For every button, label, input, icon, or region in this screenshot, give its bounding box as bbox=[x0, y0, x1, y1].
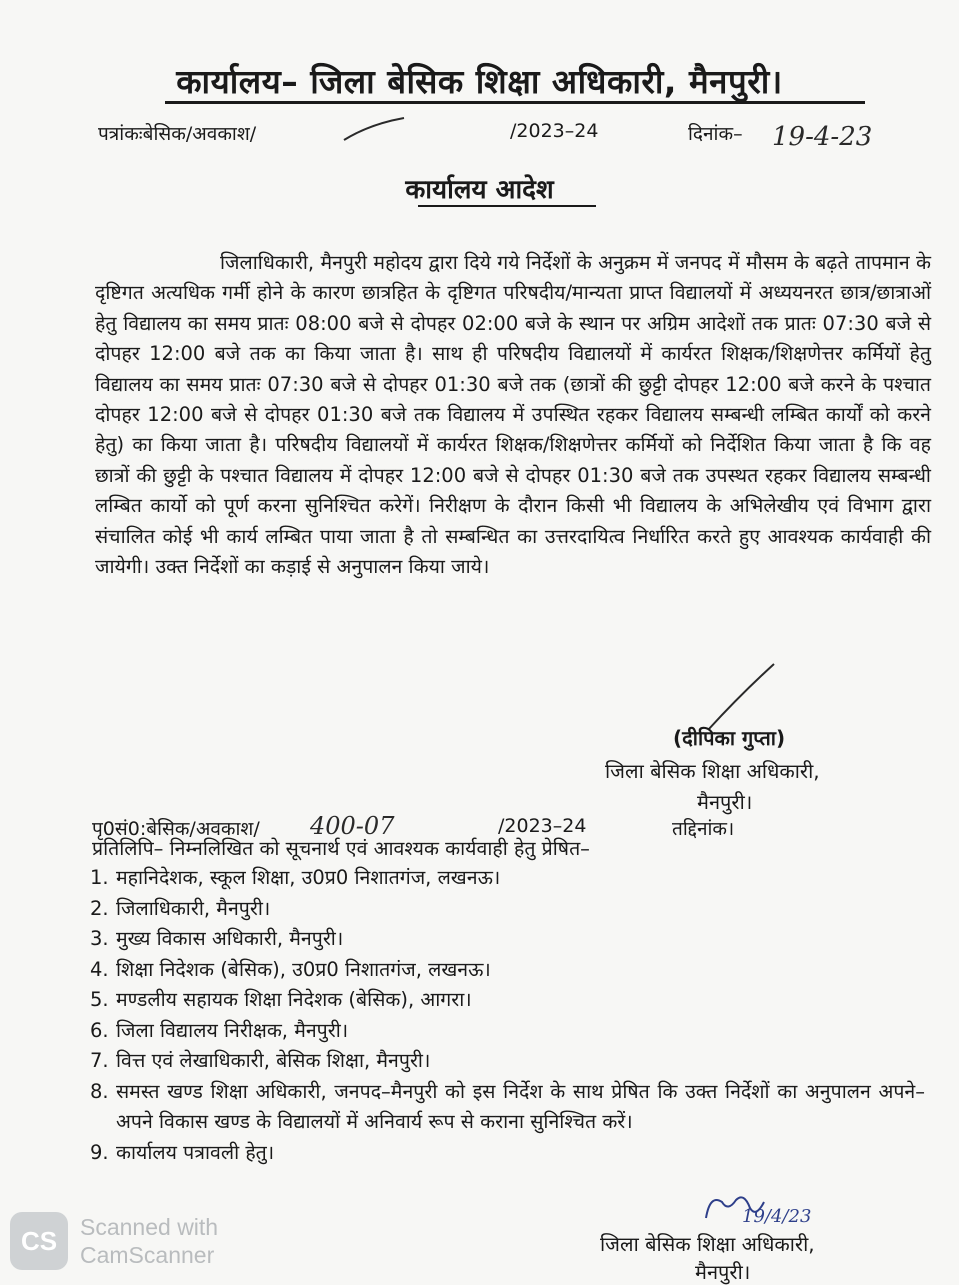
list-item: 3. मुख्य विकास अधिकारी, मैनपुरी। bbox=[90, 927, 344, 950]
letter-ref-prefix: पत्रांकःबेसिक/अवकाश/ bbox=[98, 123, 257, 145]
list-item: 4. शिक्षा निदेशक (बेसिक), उ0प्र0 निशातगंज, लखनऊ। bbox=[90, 957, 491, 981]
recipient-list bbox=[90, 863, 925, 1168]
list-item: 1. महानिदेशक, स्कूल शिक्षा, उ0प्र0 निशातगंज, लखनऊ। bbox=[90, 866, 501, 889]
watermark-line1: Scanned with bbox=[80, 1214, 219, 1240]
signatory-name: (दीपिका गुप्ता) bbox=[673, 726, 786, 750]
list-item: 6. जिला विद्यालय निरीक्षक, मैनपुरी। bbox=[90, 1018, 349, 1042]
footer-place: मैनपुरी। bbox=[695, 1260, 751, 1284]
office-title: कार्यालय– जिला बेसिक शिक्षा अधिकारी, मैनपुरी। bbox=[176, 62, 783, 101]
copy-ref-year: /2023–24 bbox=[498, 815, 587, 837]
signatory-place: मैनपुरी। bbox=[697, 790, 753, 814]
signatory-designation: जिला बेसिक शिक्षा अधिकारी, bbox=[605, 759, 820, 783]
copy-date: तद्दिनांक। bbox=[672, 818, 735, 840]
order-body: जिलाधिकारी, मैनपुरी महोदय द्वारा दिये गये निर्देशों के अनुक्रम में जनपद में मौसम के बढ़ते तापमान के दृष्टिगत अत्यधिक गर्मी होने के कारण छात्रहित के दृष्टिगत परिषदीय/मान्यता प्राप्त विद्यालयों में अध्ययनरत छात्र/छात्राओं हेतु विद्यालय का समय प्रातः 08:00 बजे से दोपहर 02:00 बजे के स्थान पर अग्रिम आदेशों तक प्रातः 07:30 बजे से दोपहर 12:00 बजे तक का किया जाता है। साथ ही परिषदीय विद्यालयों में कार्यरत शिक्षक/शिक्षणेत्तर कर्मियों हेतु विद्यालय का समय प्रातः 07:30 बजे से दोपहर 01:30 बजे तक (छात्रों की छुट्टी दोपहर 12:00 बजे करने के पश्चात दोपहर 12:00 बजे से दोपहर 01:30 बजे तक विद्यालय में उपस्थित रहकर विद्यालय सम्बन्धी लम्बित कार्यों को करने हेतु) का किया जाता है। परिषदीय विद्यालयों में कार्यरत शिक्षक/शिक्षणेत्तर कर्मियों को निर्देशित किया जाता है कि वह छात्रों की छुट्टी के पश्चात विद्यालय में दोपहर 12:00 बजे से दोपहर 01:30 बजे तक उपस्थत रहकर विद्यालय सम्बन्धी लम्बित कार्यो को पूर्ण करना सुनिश्चित करेगें। निरीक्षण के दौरान किसी भी विद्यालय के अभिलेखीय एवं विभाग द्वारा संचालित कोई भी कार्य लम्बित पाया जाता है तो सम्बन्धित का उत्तरदायित्व निर्धारित करते हुए आवश्यक कार्यवाही की जायेगी। उक्त निर्देशों का कड़ाई से अनुपालन किया जाये। bbox=[95, 251, 931, 579]
list-item: 9. कार्यालय पत्रावली हेतु। bbox=[90, 1140, 275, 1164]
letter-ref-year: /2023–24 bbox=[510, 120, 599, 142]
handwritten-copy-number: 400-07 bbox=[310, 812, 395, 840]
order-title: कार्यालय आदेश bbox=[405, 175, 554, 205]
date-label: दिनांक– bbox=[688, 123, 743, 145]
initial-date: 19/4/23 bbox=[742, 1206, 812, 1227]
list-item: 5. मण्डलीय सहायक शिक्षा निदेशक (बेसिक), आगरा। bbox=[90, 988, 472, 1011]
handwritten-date: 19-4-23 bbox=[772, 122, 873, 152]
camscanner-watermark bbox=[10, 1212, 218, 1270]
list-item: 2. जिलाधिकारी, मैनपुरी। bbox=[90, 896, 271, 920]
title-underline bbox=[165, 101, 865, 104]
watermark-line2: CamScanner bbox=[80, 1242, 215, 1268]
camscanner-logo-icon: CS bbox=[10, 1212, 68, 1270]
copy-intro: प्रतिलिपि– निम्नलिखित को सूचनार्थ एवं आवश्यक कार्यवाही हेतु प्रेषित– bbox=[92, 837, 590, 860]
list-item: 7. वित्त एवं लेखाधिकारी, बेसिक शिक्षा, मैनपुरी। bbox=[90, 1049, 431, 1072]
handwritten-ref-stroke bbox=[340, 112, 410, 146]
copy-ref-prefix: पृ0सं0:बेसिक/अवकाश/ bbox=[92, 818, 260, 840]
footer-designation: जिला बेसिक शिक्षा अधिकारी, bbox=[600, 1232, 815, 1256]
order-title-underline bbox=[418, 205, 596, 207]
list-item: 8. समस्त खण्ड शिक्षा अधिकारी, जनपद–मैनपुरी को इस निर्देश के साथ प्रेषित कि उक्त निर्देशों का अनुपालन अपने–अपने विकास खण्ड के विद्यालयों में अनिवार्य रूप से कराना सुनिश्चित करें। bbox=[90, 1079, 925, 1133]
